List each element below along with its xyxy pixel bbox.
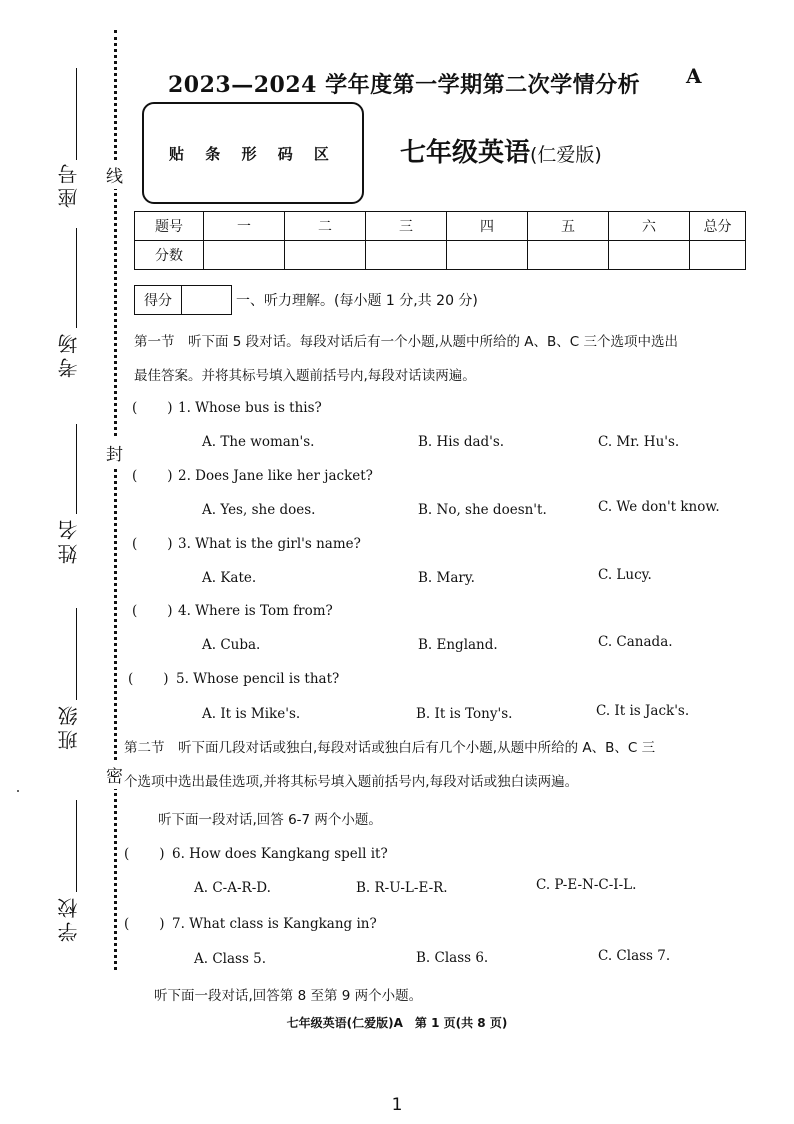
section-score-label: 得分 xyxy=(135,286,182,314)
score-cell: 六 xyxy=(609,212,690,241)
seat-label: 座号 xyxy=(57,160,81,208)
room-underline xyxy=(76,228,77,328)
seat-underline xyxy=(76,68,77,160)
score-cell: 三 xyxy=(366,212,447,241)
part2-instruction-line1: 第二节 听下面几段对话或独白,每段对话或独白后有几个小题,从题中所给的 A、B、C 三 xyxy=(124,740,656,756)
score-input-cell[interactable] xyxy=(204,241,285,270)
exam-version: A xyxy=(686,64,702,88)
score-input-cell[interactable] xyxy=(609,241,690,270)
option-a: A. C-A-R-D. xyxy=(194,880,271,896)
class-underline xyxy=(76,608,77,700)
option-a: A. Kate. xyxy=(202,570,257,586)
score-input-cell[interactable] xyxy=(366,241,447,270)
answer-paren[interactable]: ( ) xyxy=(124,916,165,932)
option-a: A. Yes, she does. xyxy=(202,502,316,518)
score-cell: 一 xyxy=(204,212,285,241)
seal-char-line: 线 xyxy=(106,160,123,189)
option-c: C. It is Jack's. xyxy=(596,703,690,719)
name-label: 姓名 xyxy=(57,516,81,564)
listening-note-8-9: 听下面一段对话,回答第 8 至第 9 两个小题。 xyxy=(154,988,423,1004)
question-text: 3. What is the girl's name? xyxy=(178,536,361,552)
option-c: C. Class 7. xyxy=(598,948,671,964)
listening-note-6-7: 听下面一段对话,回答 6-7 两个小题。 xyxy=(158,812,382,828)
subject-name: 七年级英语 xyxy=(400,138,531,168)
subject-title xyxy=(400,132,602,169)
option-c: C. We don't know. xyxy=(598,499,720,515)
section-score-input[interactable] xyxy=(182,286,231,314)
barcode-label: 贴 条 形 码 区 xyxy=(169,144,337,163)
question-text: 4. Where is Tom from? xyxy=(178,603,333,619)
option-b: B. No, she doesn't. xyxy=(418,502,547,518)
score-input-cell[interactable] xyxy=(528,241,609,270)
answer-paren[interactable]: ( ) xyxy=(124,846,165,862)
option-c: C. Mr. Hu's. xyxy=(598,434,680,450)
option-a: A. It is Mike's. xyxy=(202,706,301,722)
question-text: 5. Whose pencil is that? xyxy=(176,671,340,687)
section-score-box xyxy=(134,285,232,315)
option-b: B. His dad's. xyxy=(418,434,505,450)
seal-char-feng: 封 xyxy=(106,438,123,467)
barcode-area xyxy=(142,102,364,204)
question-text: 2. Does Jane like her jacket? xyxy=(178,468,373,484)
score-input-cell[interactable] xyxy=(690,241,746,270)
part1-instruction-line1: 第一节 听下面 5 段对话。每段对话后有一个小题,从题中所给的 A、B、C 三个选项中选出 xyxy=(134,334,678,350)
name-underline xyxy=(76,424,77,514)
exam-title: 2023—2024 学年度第一学期第二次学情分析 xyxy=(168,72,641,98)
option-c: C. Canada. xyxy=(598,634,673,650)
school-label: 学校 xyxy=(57,894,81,942)
answer-paren[interactable]: ( ) xyxy=(132,603,173,619)
section-heading: 一、听力理解。(每小题 1 分,共 20 分) xyxy=(236,293,478,309)
option-a: A. The woman's. xyxy=(202,434,315,450)
score-input-cell[interactable] xyxy=(447,241,528,270)
class-label: 班级 xyxy=(57,702,81,750)
room-label: 考场 xyxy=(57,330,81,378)
option-c: C. P-E-N-C-I-L. xyxy=(536,877,637,893)
score-table-header-row xyxy=(135,212,746,241)
score-cell: 总分 xyxy=(690,212,746,241)
option-b: B. England. xyxy=(418,637,498,653)
score-cell: 五 xyxy=(528,212,609,241)
question-text: 6. How does Kangkang spell it? xyxy=(172,846,388,862)
school-underline xyxy=(76,800,77,892)
option-b: B. Mary. xyxy=(418,570,475,586)
option-a: A. Cuba. xyxy=(202,637,261,653)
score-input-cell[interactable] xyxy=(285,241,366,270)
answer-paren[interactable]: ( ) xyxy=(132,536,173,552)
stray-dot xyxy=(17,790,19,792)
answer-paren[interactable]: ( ) xyxy=(132,468,173,484)
option-b: B. It is Tony's. xyxy=(416,706,513,722)
score-table xyxy=(134,211,746,270)
option-c: C. Lucy. xyxy=(598,567,652,583)
page-number: 1 xyxy=(391,1095,403,1115)
score-cell: 二 xyxy=(285,212,366,241)
part1-instruction-line2: 最佳答案。并将其标号填入题前括号内,每段对话读两遍。 xyxy=(134,368,476,384)
question-text: 7. What class is Kangkang in? xyxy=(172,916,377,932)
score-cell: 四 xyxy=(447,212,528,241)
page-footer: 七年级英语(仁爱版)A 第 1 页(共 8 页) xyxy=(286,1016,508,1030)
answer-paren[interactable]: ( ) xyxy=(128,671,169,687)
option-b: B. Class 6. xyxy=(416,950,489,966)
score-cell: 题号 xyxy=(135,212,204,241)
answer-paren[interactable]: ( ) xyxy=(132,400,173,416)
option-a: A. Class 5. xyxy=(194,951,267,967)
seal-char-mi: 密 xyxy=(106,760,123,789)
question-text: 1. Whose bus is this? xyxy=(178,400,322,416)
score-table-score-row xyxy=(135,241,746,270)
subject-edition: (仁爱版) xyxy=(530,144,602,166)
score-row-label: 分数 xyxy=(135,241,204,270)
option-b: B. R-U-L-E-R. xyxy=(356,880,448,896)
part2-instruction-line2: 个选项中选出最佳选项,并将其标号填入题前括号内,每段对话或独白读两遍。 xyxy=(124,774,579,790)
